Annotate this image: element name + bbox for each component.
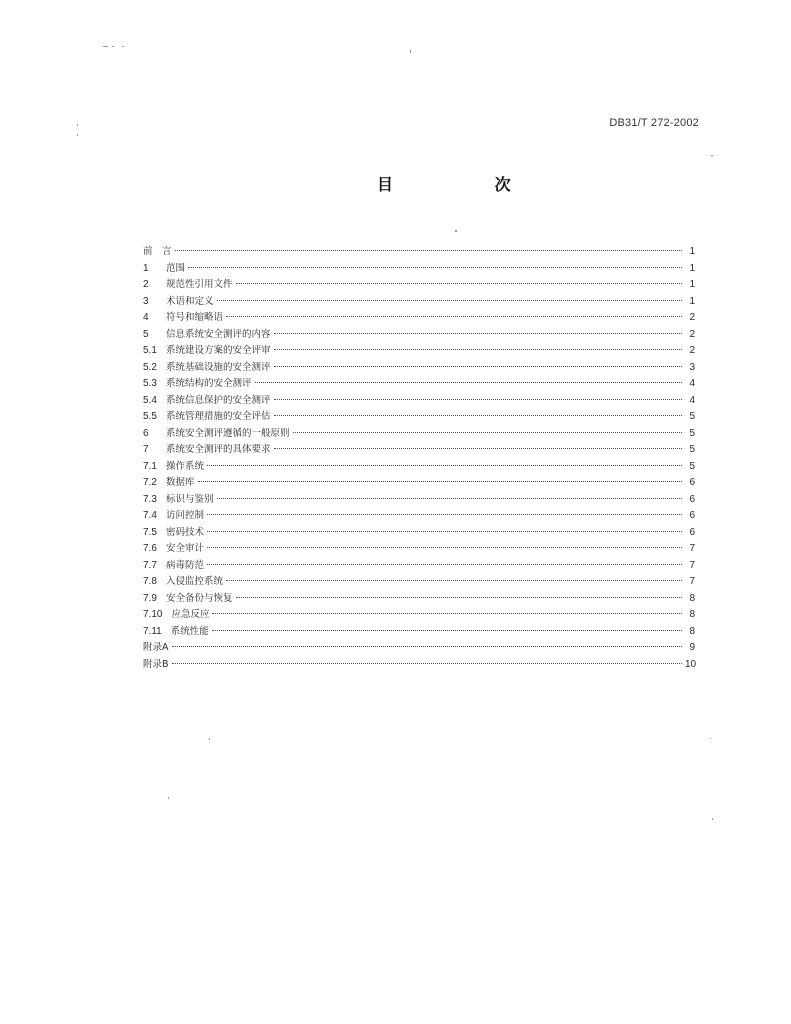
toc-entry-page: 8: [689, 609, 695, 620]
toc-entry-number: 5.4: [143, 394, 157, 406]
toc-entry: [143, 574, 695, 591]
toc-leader-dots: [207, 531, 682, 532]
toc-leader-dots: [236, 283, 682, 284]
toc-entry-number: 7.11: [143, 625, 162, 637]
toc-entry: [143, 376, 695, 393]
toc-title: 目 次: [377, 175, 559, 194]
toc-entry-number: 7.7: [143, 559, 157, 571]
toc-entry-page: 6: [689, 477, 695, 488]
toc-entry-page: 3: [689, 361, 695, 373]
toc-entry-page: 7: [689, 576, 695, 587]
toc-entry-title: 标识与鉴别: [166, 493, 214, 505]
toc-entry-page: 6: [689, 526, 695, 538]
toc-leader-dots: [274, 366, 682, 367]
toc-entry-number: 7.3: [143, 493, 157, 505]
scan-speck: [410, 50, 411, 53]
toc-entry-page: 6: [689, 493, 695, 505]
toc-entry-title: 系统管理措施的安全评估: [166, 411, 271, 422]
toc-entry-page: 2: [689, 345, 695, 356]
toc-leader-dots: [207, 465, 682, 466]
toc-leader-dots: [274, 448, 682, 449]
toc-entry-title: 系统建设方案的安全评审: [166, 345, 271, 356]
toc-entry-title: 操作系统: [166, 460, 205, 472]
toc-leader-dots: [207, 564, 682, 565]
toc-entry-number: 5.1: [143, 345, 157, 356]
toc-entry-number: 7.2: [143, 477, 157, 488]
toc-entry: [143, 310, 695, 327]
toc-entry: [143, 492, 695, 509]
toc-entry: [143, 343, 695, 360]
toc-entry-number: 7: [143, 444, 149, 455]
toc-entry: [143, 459, 695, 476]
scan-speck: [455, 230, 457, 232]
toc-entry-page: 4: [689, 394, 695, 406]
toc-entry-title: 密码技术: [166, 526, 205, 538]
scan-speck: [77, 124, 78, 126]
toc-entry-title: 系统信息保护的安全测评: [166, 394, 271, 406]
toc-leader-dots: [217, 300, 682, 301]
toc-entry: [143, 541, 695, 558]
toc-entry-title: 安全审计: [166, 543, 205, 554]
toc-entry-number: 6: [143, 427, 149, 439]
toc-entry: [143, 244, 695, 261]
toc-entry-title: 附录B: [143, 658, 169, 670]
toc-entry-title: 应急反应: [171, 609, 210, 620]
scan-speck: [711, 155, 713, 156]
toc-leader-dots: [274, 333, 682, 334]
toc-entry: [143, 409, 695, 426]
toc-entry: [143, 442, 695, 459]
toc-entry: [143, 640, 695, 657]
document-code: DB31/T 272-2002: [609, 117, 699, 129]
toc-entry: [143, 327, 695, 344]
toc-entry-number: 7.10: [143, 609, 163, 620]
toc-entry-number: 1: [143, 262, 149, 274]
toc-entry-number: 7.5: [143, 526, 157, 538]
toc-entry-number: 5.3: [143, 378, 157, 389]
toc-entry-title: 数据库: [166, 477, 195, 488]
toc-entry-page: 2: [689, 312, 695, 323]
toc-leader-dots: [175, 250, 682, 251]
toc-entry: [143, 360, 695, 377]
toc-entry-title: 系统安全测评的具体要求: [166, 444, 271, 455]
toc-leader-dots: [236, 597, 682, 598]
toc-entry: [143, 426, 695, 443]
toc-entry-title: 范围: [166, 262, 186, 274]
toc-entry-page: 5: [689, 444, 695, 455]
toc-entry-title: 系统基础设施的安全测评: [166, 361, 271, 373]
toc-entry-number: 7.6: [143, 543, 157, 554]
toc-entry-title: 入侵监控系统: [166, 576, 224, 587]
toc-entry-page: 8: [689, 625, 695, 637]
toc-entry-page: 6: [689, 510, 695, 521]
toc-entry-number: 5.5: [143, 411, 157, 422]
toc-entry-page: 5: [689, 427, 695, 439]
toc-entry-title: 系统结构的安全测评: [166, 378, 252, 389]
toc-entry-page: 5: [689, 411, 695, 422]
toc-entry-page: 1: [689, 262, 695, 274]
toc-entry-number: 7.1: [143, 460, 157, 472]
toc-entry-page: 1: [689, 279, 695, 290]
toc-entry-title: 前 言: [143, 246, 172, 257]
toc-leader-dots: [226, 580, 682, 581]
toc-entry-number: 5: [143, 328, 149, 340]
toc-entry: [143, 525, 695, 542]
toc-entry-title: 规范性引用文件: [166, 279, 233, 290]
scan-speck: [112, 46, 114, 47]
toc-entry-page: 9: [689, 642, 695, 653]
toc-entry: [143, 657, 695, 674]
toc-entry-title: 系统安全测评遵循的一般原则: [166, 427, 290, 439]
toc-entry-page: 4: [689, 378, 695, 389]
toc-entry-number: 3: [143, 295, 149, 307]
toc-entry-number: 7.8: [143, 576, 157, 587]
scan-speck: [168, 797, 169, 799]
toc-entry-number: 7.9: [143, 592, 157, 604]
toc-leader-dots: [274, 349, 682, 350]
toc-entry: [143, 558, 695, 575]
toc-leader-dots: [207, 547, 682, 548]
toc-entry: [143, 261, 695, 278]
toc-entry: [143, 508, 695, 525]
scan-speck: [103, 46, 108, 47]
toc-leader-dots: [207, 514, 682, 515]
toc-entry: [143, 475, 695, 492]
toc-leader-dots: [226, 316, 682, 317]
toc-entry: [143, 624, 695, 641]
scan-speck: [122, 46, 124, 47]
toc-leader-dots: [172, 646, 683, 647]
toc-leader-dots: [198, 481, 682, 482]
toc-entry-title: 病毒防范: [166, 559, 205, 571]
toc-leader-dots: [172, 663, 682, 664]
toc-entry-number: 2: [143, 279, 149, 290]
toc-entry-page: 5: [689, 460, 695, 472]
toc-entry-title: 安全备份与恢复: [166, 592, 233, 604]
table-of-contents: [143, 244, 695, 673]
toc-entry-title: 信息系统安全测评的内容: [166, 328, 271, 340]
toc-leader-dots: [293, 432, 682, 433]
toc-leader-dots: [212, 630, 682, 631]
toc-entry-title: 术语和定义: [166, 295, 214, 307]
toc-leader-dots: [274, 415, 682, 416]
toc-entry-title: 系统性能: [170, 625, 209, 637]
toc-entry: [143, 294, 695, 311]
scan-speck: [77, 134, 78, 136]
toc-entry-page: 8: [689, 592, 695, 604]
toc-leader-dots: [212, 613, 682, 614]
toc-entry: [143, 277, 695, 294]
toc-leader-dots: [255, 382, 682, 383]
scan-speck: [209, 738, 210, 740]
toc-entry: [143, 591, 695, 608]
toc-entry-page: 1: [689, 295, 695, 307]
toc-entry-page: 10: [685, 658, 697, 670]
toc-entry-page: 1: [689, 246, 695, 257]
toc-entry-number: 7.4: [143, 510, 157, 521]
toc-leader-dots: [188, 267, 682, 268]
toc-entry-page: 7: [689, 543, 695, 554]
toc-entry-number: 4: [143, 312, 149, 323]
toc-entry-number: 5.2: [143, 361, 157, 373]
toc-entry-title: 访问控制: [166, 510, 205, 521]
toc-entry-title: 符号和缩略语: [166, 312, 224, 323]
toc-entry-page: 7: [689, 559, 695, 571]
toc-entry-page: 2: [689, 328, 695, 340]
toc-leader-dots: [217, 498, 682, 499]
toc-leader-dots: [274, 399, 682, 400]
toc-entry-title: 附录A: [143, 642, 169, 653]
toc-entry: [143, 607, 695, 624]
scan-speck: [712, 818, 713, 820]
scan-speck: [710, 738, 711, 739]
toc-entry: [143, 393, 695, 410]
